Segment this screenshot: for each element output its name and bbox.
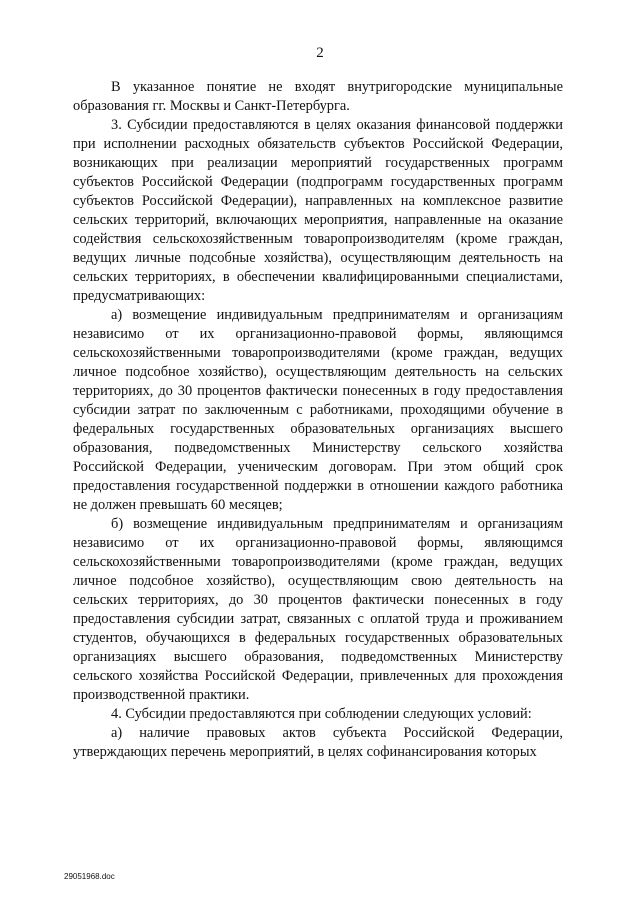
document-body <box>73 78 563 762</box>
document-filename: 29051968.doc <box>64 872 115 881</box>
paragraph-definition-note: В указанное понятие не входят внутригородские муниципальные образования гг. Москвы и Санкт-Петербурга. <box>73 79 563 114</box>
page-number: 2 <box>316 45 324 61</box>
paragraph-clause-4a: а) наличие правовых актов субъекта Российской Федерации, утверждающих перечень мероприятий, в целях софинансирования которых <box>73 725 563 760</box>
paragraph-clause-3a: а) возмещение индивидуальным предпринимателям и организациям независимо от их организационно-правовой формы, являющимся сельскохозяйственными товаропроизводителями (кроме граждан, ведущих личное подсобное хозяйство), осуществляющим деятельность на сельских территориях, до 30 процентов фактически понесенных в году предоставления субсидии затрат по заключенным с работниками, проходящими обучение в федеральных государственных образовательных организациях высшего образования, подведомственных Министерству сельского хозяйства Российской Федерации, ученическим договорам. При этом общий срок предоставления государственной поддержки в отношении каждого работника не должен превышать 60 месяцев; <box>73 307 563 513</box>
paragraph-clause-3b: б) возмещение индивидуальным предпринимателям и организациям независимо от их организационно-правовой формы, являющимся сельскохозяйственными товаропроизводителями (кроме граждан, ведущих личное подсобное хозяйство), осуществляющим свою деятельность на сельских территориях, до 30 процентов фактически понесенных в году предоставления субсидии затрат, связанных с оплатой труда и проживанием студентов, обучающихся в федеральных государственных образовательных организациях высшего образования, подведомственных Министерству сельского хозяйства Российской Федерации, привлеченных для прохождения производственной практики. <box>73 516 563 703</box>
paragraph-clause-4: 4. Субсидии предоставляются при соблюдении следующих условий: <box>111 706 532 722</box>
paragraph-clause-3: 3. Субсидии предоставляются в целях оказания финансовой поддержки при исполнении расходных обязательств субъектов Российской Федерации, возникающих при реализации мероприятий государственных программ субъектов Российской Федерации (подпрограмм государственных программ субъектов Российской Федерации), направленных на комплексное развитие сельских территорий, включающих мероприятия, направленные на оказание содействия сельскохозяйственным товаропроизводителям (кроме граждан, ведущих личные подсобные хозяйства), осуществляющим деятельность на сельских территориях, в обеспечении квалифицированными специалистами, предусматривающих: <box>73 117 563 304</box>
